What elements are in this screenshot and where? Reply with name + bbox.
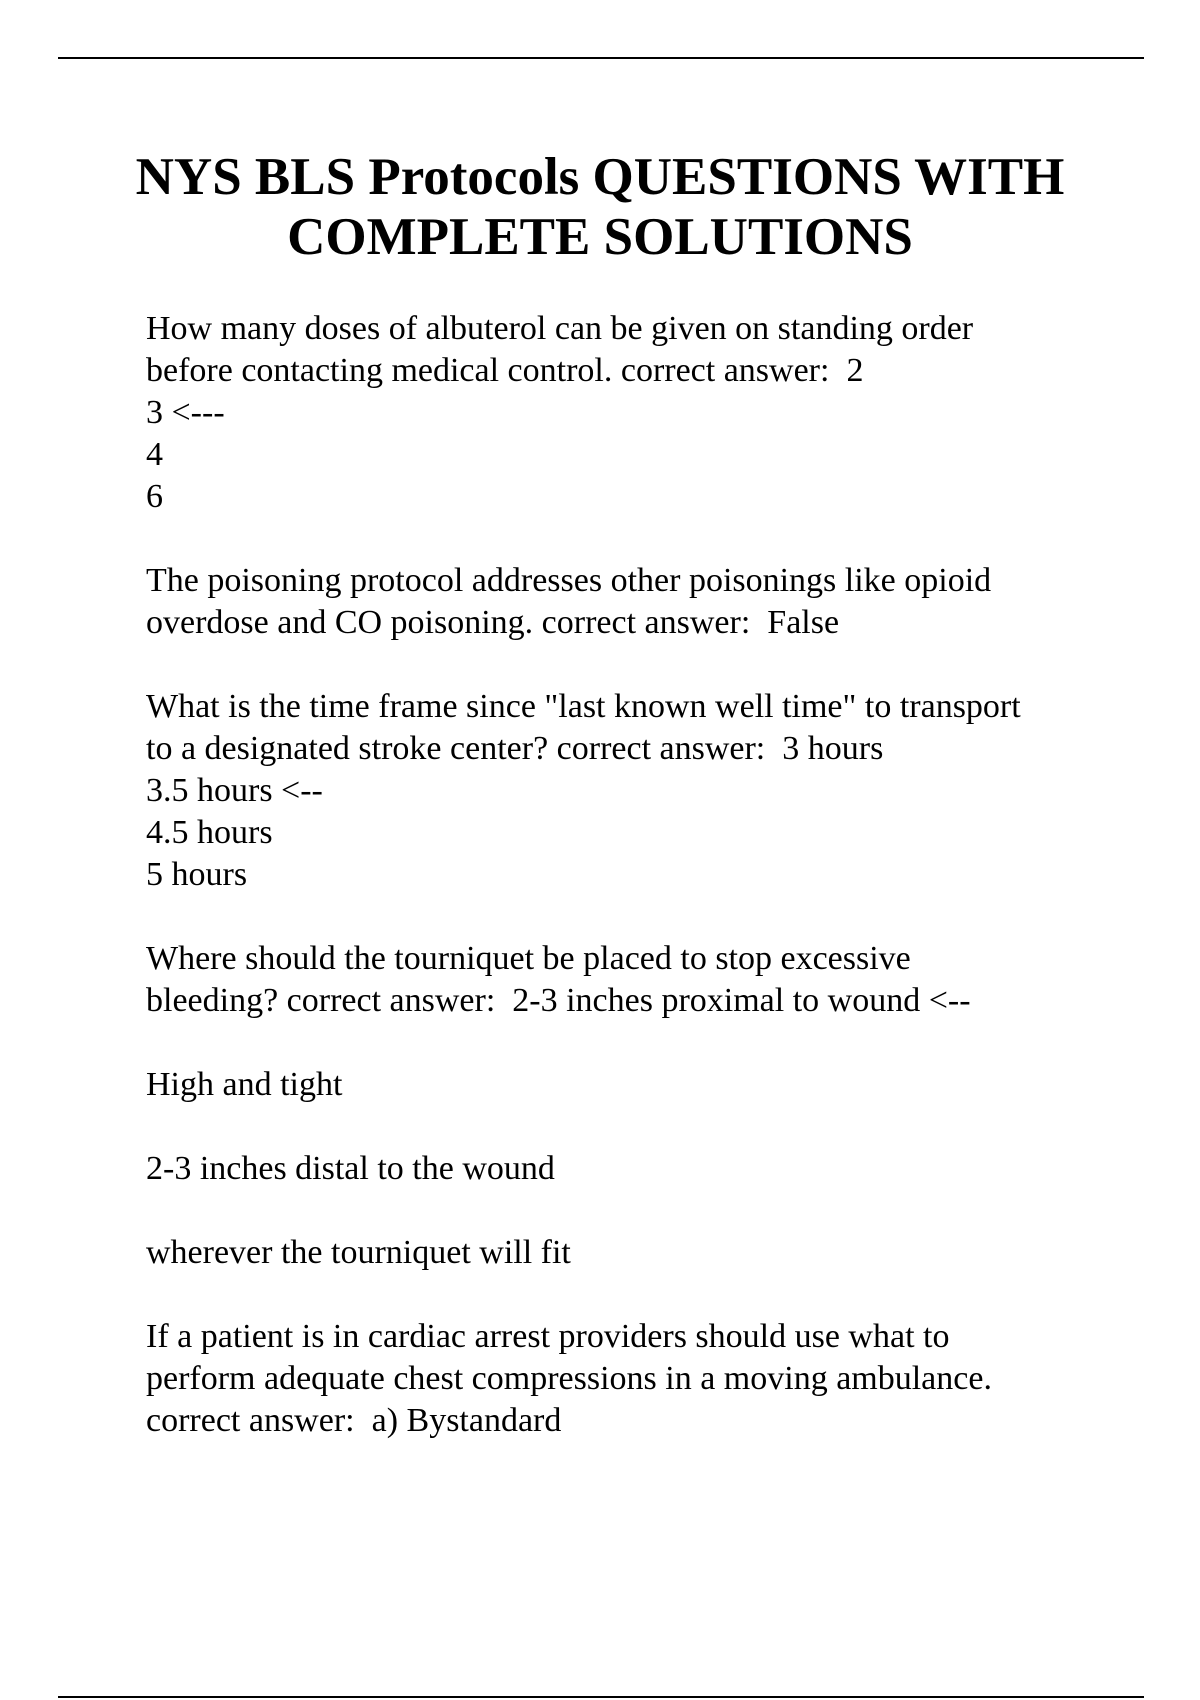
question-list bbox=[146, 308, 1146, 1484]
page-title bbox=[100, 147, 1100, 267]
qa-block-stroke bbox=[146, 686, 1146, 896]
page-title-line-1: NYS BLS Protocols QUESTIONS WITH bbox=[135, 148, 1065, 206]
qa-block-poisoning bbox=[146, 560, 1146, 644]
question-line: Where should the tourniquet be placed to stop excessive bbox=[146, 940, 911, 977]
option-line: 4 bbox=[146, 436, 163, 473]
option-line: wherever the tourniquet will fit bbox=[146, 1234, 571, 1271]
qa-block-tourniquet bbox=[146, 938, 1146, 1022]
top-divider bbox=[58, 57, 1144, 59]
option-line: 3 <--- bbox=[146, 394, 225, 431]
question-line: perform adequate chest compressions in a moving ambulance. bbox=[146, 1360, 992, 1397]
option-block bbox=[146, 1148, 1146, 1190]
option-block bbox=[146, 1232, 1146, 1274]
option-line: 4.5 hours bbox=[146, 814, 273, 851]
answer-line: before contacting medical control. correct answer: 2 bbox=[146, 352, 864, 389]
option-line: 5 hours bbox=[146, 856, 248, 893]
question-line: How many doses of albuterol can be given on standing order bbox=[146, 310, 974, 347]
bottom-divider bbox=[58, 1696, 1144, 1698]
question-line: If a patient is in cardiac arrest providers should use what to bbox=[146, 1318, 950, 1355]
question-line: The poisoning protocol addresses other poisonings like opioid bbox=[146, 562, 992, 599]
answer-line: correct answer: a) Bystandard bbox=[146, 1402, 562, 1439]
option-line: 3.5 hours <-- bbox=[146, 772, 323, 809]
option-line: 2-3 inches distal to the wound bbox=[146, 1150, 555, 1187]
qa-block-albuterol bbox=[146, 308, 1146, 518]
question-line: What is the time frame since "last known well time" to transport bbox=[146, 688, 1021, 725]
option-block bbox=[146, 1064, 1146, 1106]
answer-line: overdose and CO poisoning. correct answer: False bbox=[146, 604, 840, 641]
option-line: High and tight bbox=[146, 1066, 343, 1103]
qa-block-cardiac-arrest bbox=[146, 1316, 1146, 1442]
answer-line: bleeding? correct answer: 2-3 inches proximal to wound <-- bbox=[146, 982, 971, 1019]
answer-line: to a designated stroke center? correct answer: 3 hours bbox=[146, 730, 884, 767]
page-title-line-2: COMPLETE SOLUTIONS bbox=[287, 208, 913, 266]
option-line: 6 bbox=[146, 478, 163, 515]
